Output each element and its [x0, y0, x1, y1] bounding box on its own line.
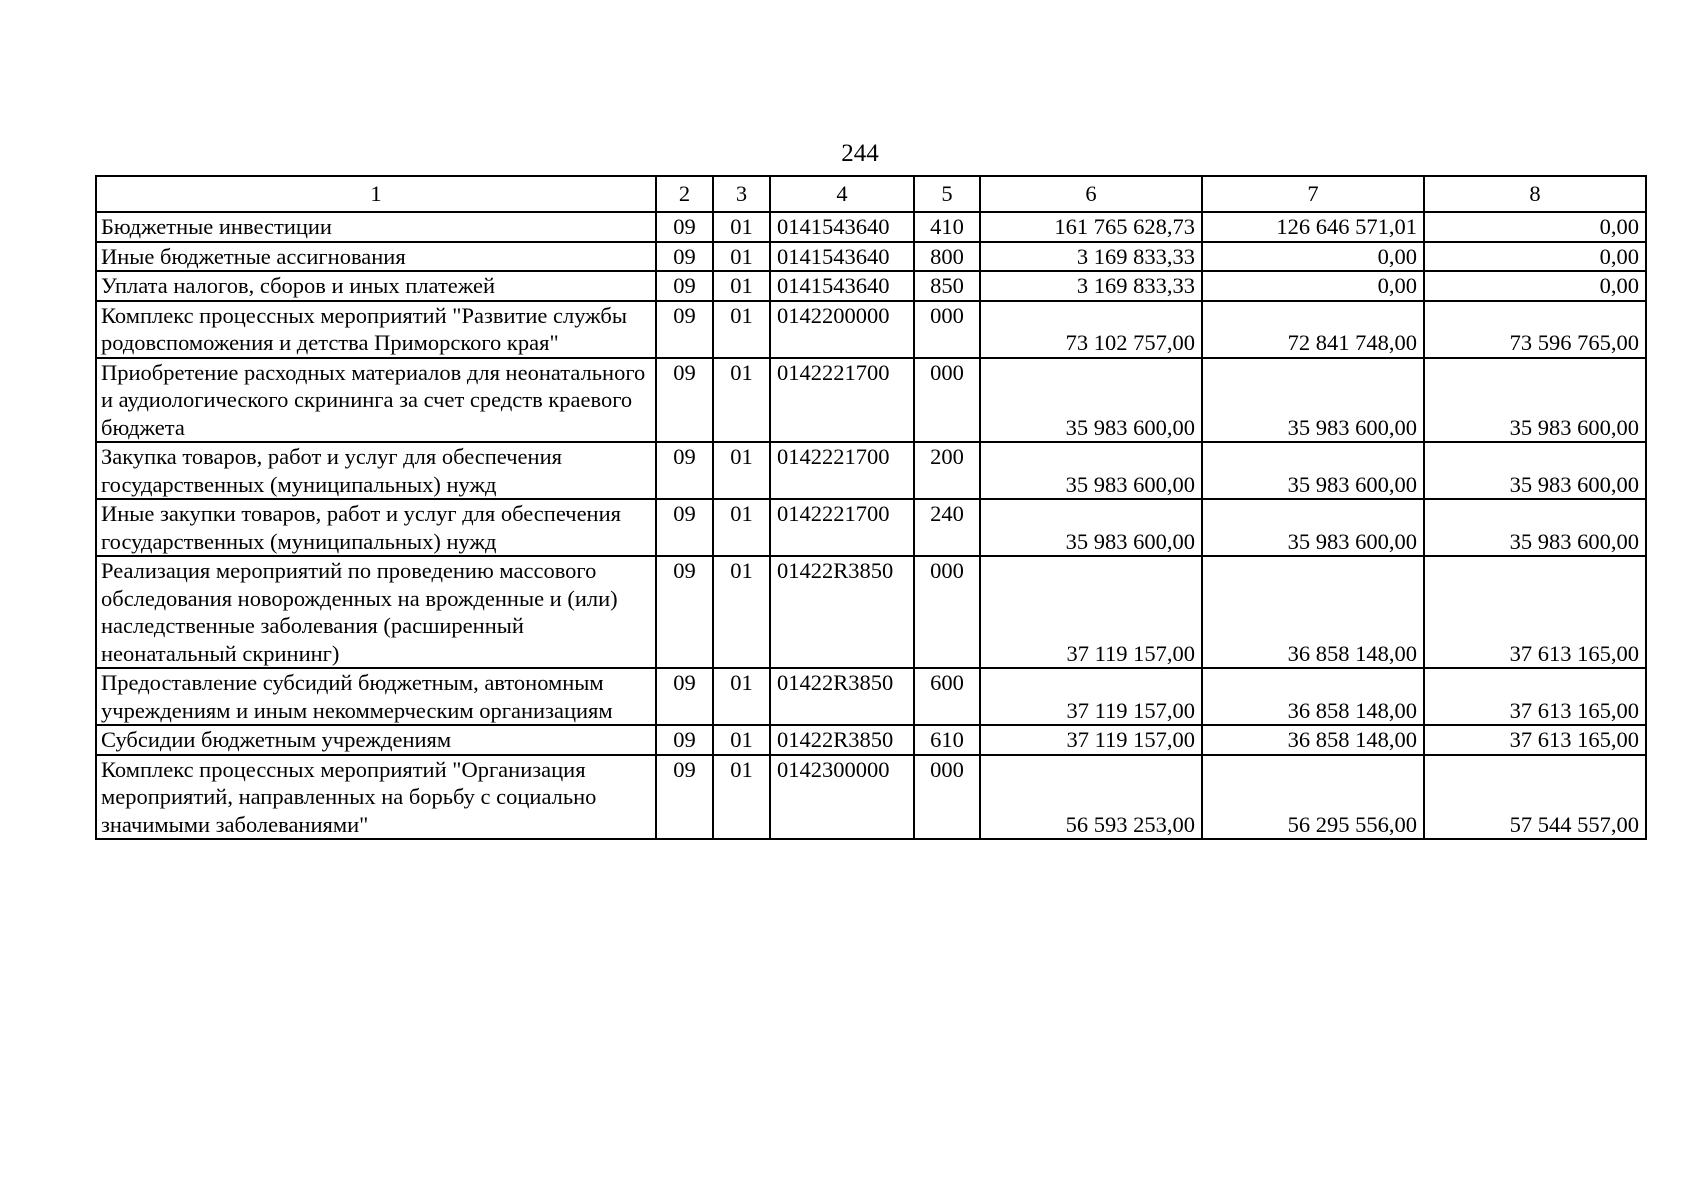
table-row	[96, 242, 1646, 272]
row-name-cell: Реализация мероприятий по проведению массового обследования новорожденных на врожденные и (или) наследственные заболевания (расширенный неонатальный скрининг)	[96, 556, 656, 668]
subsection-code-cell: 01	[713, 242, 770, 272]
amount-col8-cell: 35 983 600,00	[1424, 442, 1646, 499]
table-row	[96, 271, 1646, 301]
amount-col6-cell: 161 765 628,73	[980, 212, 1202, 242]
table-row	[96, 668, 1646, 725]
amount-col6-cell: 56 593 253,00	[980, 755, 1202, 840]
subsection-code-cell: 01	[713, 301, 770, 358]
amount-col8-cell: 57 544 557,00	[1424, 755, 1646, 840]
target-item-code-cell: 01422R3850	[770, 725, 914, 755]
amount-col6-cell: 35 983 600,00	[980, 358, 1202, 443]
table-header-row	[96, 176, 1646, 212]
table-row	[96, 358, 1646, 443]
section-code-cell: 09	[656, 212, 713, 242]
amount-col8-cell: 37 613 165,00	[1424, 556, 1646, 668]
expense-type-code-cell: 200	[914, 442, 980, 499]
amount-col7-cell: 126 646 571,01	[1202, 212, 1424, 242]
column-header: 1	[96, 176, 656, 212]
table-row	[96, 499, 1646, 556]
row-name-cell: Закупка товаров, работ и услуг для обеспечения государственных (муниципальных) нужд	[96, 442, 656, 499]
subsection-code-cell: 01	[713, 755, 770, 840]
subsection-code-cell: 01	[713, 668, 770, 725]
row-name-cell: Иные бюджетные ассигнования	[96, 242, 656, 272]
amount-col7-cell: 35 983 600,00	[1202, 358, 1424, 443]
amount-col8-cell: 0,00	[1424, 271, 1646, 301]
page-number: 244	[841, 140, 879, 167]
amount-col8-cell: 73 596 765,00	[1424, 301, 1646, 358]
section-code-cell: 09	[656, 499, 713, 556]
section-code-cell: 09	[656, 725, 713, 755]
section-code-cell: 09	[656, 755, 713, 840]
expense-type-code-cell: 410	[914, 212, 980, 242]
amount-col6-cell: 37 119 157,00	[980, 668, 1202, 725]
amount-col7-cell: 72 841 748,00	[1202, 301, 1424, 358]
expense-type-code-cell: 850	[914, 271, 980, 301]
expense-type-code-cell: 800	[914, 242, 980, 272]
expense-type-code-cell: 000	[914, 358, 980, 443]
section-code-cell: 09	[656, 271, 713, 301]
section-code-cell: 09	[656, 301, 713, 358]
row-name-cell: Предоставление субсидий бюджетным, автономным учреждениям и иным некоммерческим организациям	[96, 668, 656, 725]
expense-type-code-cell: 000	[914, 755, 980, 840]
expense-type-code-cell: 000	[914, 301, 980, 358]
target-item-code-cell: 0142300000	[770, 755, 914, 840]
amount-col6-cell: 3 169 833,33	[980, 242, 1202, 272]
section-code-cell: 09	[656, 556, 713, 668]
row-name-cell: Комплекс процессных мероприятий "Развитие службы родовспоможения и детства Приморского края"	[96, 301, 656, 358]
section-code-cell: 09	[656, 442, 713, 499]
column-header: 5	[914, 176, 980, 212]
expense-type-code-cell: 000	[914, 556, 980, 668]
amount-col8-cell: 37 613 165,00	[1424, 668, 1646, 725]
column-header: 4	[770, 176, 914, 212]
target-item-code-cell: 0141543640	[770, 212, 914, 242]
expense-type-code-cell: 610	[914, 725, 980, 755]
amount-col6-cell: 73 102 757,00	[980, 301, 1202, 358]
amount-col8-cell: 35 983 600,00	[1424, 358, 1646, 443]
table-row	[96, 212, 1646, 242]
subsection-code-cell: 01	[713, 358, 770, 443]
subsection-code-cell: 01	[713, 556, 770, 668]
subsection-code-cell: 01	[713, 725, 770, 755]
expense-type-code-cell: 240	[914, 499, 980, 556]
expense-type-code-cell: 600	[914, 668, 980, 725]
subsection-code-cell: 01	[713, 442, 770, 499]
amount-col6-cell: 37 119 157,00	[980, 556, 1202, 668]
row-name-cell: Уплата налогов, сборов и иных платежей	[96, 271, 656, 301]
section-code-cell: 09	[656, 358, 713, 443]
table-row	[96, 301, 1646, 358]
target-item-code-cell: 0142221700	[770, 358, 914, 443]
amount-col8-cell: 37 613 165,00	[1424, 725, 1646, 755]
amount-col7-cell: 0,00	[1202, 271, 1424, 301]
target-item-code-cell: 01422R3850	[770, 668, 914, 725]
target-item-code-cell: 0142221700	[770, 442, 914, 499]
subsection-code-cell: 01	[713, 499, 770, 556]
row-name-cell: Комплекс процессных мероприятий "Организация мероприятий, направленных на борьбу с социально значимыми заболеваниями"	[96, 755, 656, 840]
row-name-cell: Иные закупки товаров, работ и услуг для обеспечения государственных (муниципальных) нужд	[96, 499, 656, 556]
amount-col7-cell: 36 858 148,00	[1202, 725, 1424, 755]
column-header: 3	[713, 176, 770, 212]
table-row	[96, 725, 1646, 755]
amount-col7-cell: 56 295 556,00	[1202, 755, 1424, 840]
amount-col8-cell: 0,00	[1424, 242, 1646, 272]
column-header: 2	[656, 176, 713, 212]
amount-col7-cell: 36 858 148,00	[1202, 668, 1424, 725]
amount-col6-cell: 35 983 600,00	[980, 499, 1202, 556]
amount-col8-cell: 35 983 600,00	[1424, 499, 1646, 556]
table-row	[96, 755, 1646, 840]
column-header: 6	[980, 176, 1202, 212]
row-name-cell: Приобретение расходных материалов для неонатального и аудиологического скрининга за счет средств краевого бюджета	[96, 358, 656, 443]
target-item-code-cell: 01422R3850	[770, 556, 914, 668]
target-item-code-cell: 0142221700	[770, 499, 914, 556]
amount-col8-cell: 0,00	[1424, 212, 1646, 242]
section-code-cell: 09	[656, 242, 713, 272]
column-header: 8	[1424, 176, 1646, 212]
target-item-code-cell: 0141543640	[770, 242, 914, 272]
subsection-code-cell: 01	[713, 212, 770, 242]
table-row	[96, 556, 1646, 668]
target-item-code-cell: 0141543640	[770, 271, 914, 301]
amount-col7-cell: 35 983 600,00	[1202, 499, 1424, 556]
amount-col6-cell: 35 983 600,00	[980, 442, 1202, 499]
target-item-code-cell: 0142200000	[770, 301, 914, 358]
table-body	[96, 212, 1646, 839]
amount-col7-cell: 0,00	[1202, 242, 1424, 272]
amount-col7-cell: 36 858 148,00	[1202, 556, 1424, 668]
subsection-code-cell: 01	[713, 271, 770, 301]
amount-col6-cell: 37 119 157,00	[980, 725, 1202, 755]
amount-col7-cell: 35 983 600,00	[1202, 442, 1424, 499]
budget-table	[95, 175, 1647, 840]
section-code-cell: 09	[656, 668, 713, 725]
column-header: 7	[1202, 176, 1424, 212]
row-name-cell: Субсидии бюджетным учреждениям	[96, 725, 656, 755]
row-name-cell: Бюджетные инвестиции	[96, 212, 656, 242]
amount-col6-cell: 3 169 833,33	[980, 271, 1202, 301]
table-row	[96, 442, 1646, 499]
